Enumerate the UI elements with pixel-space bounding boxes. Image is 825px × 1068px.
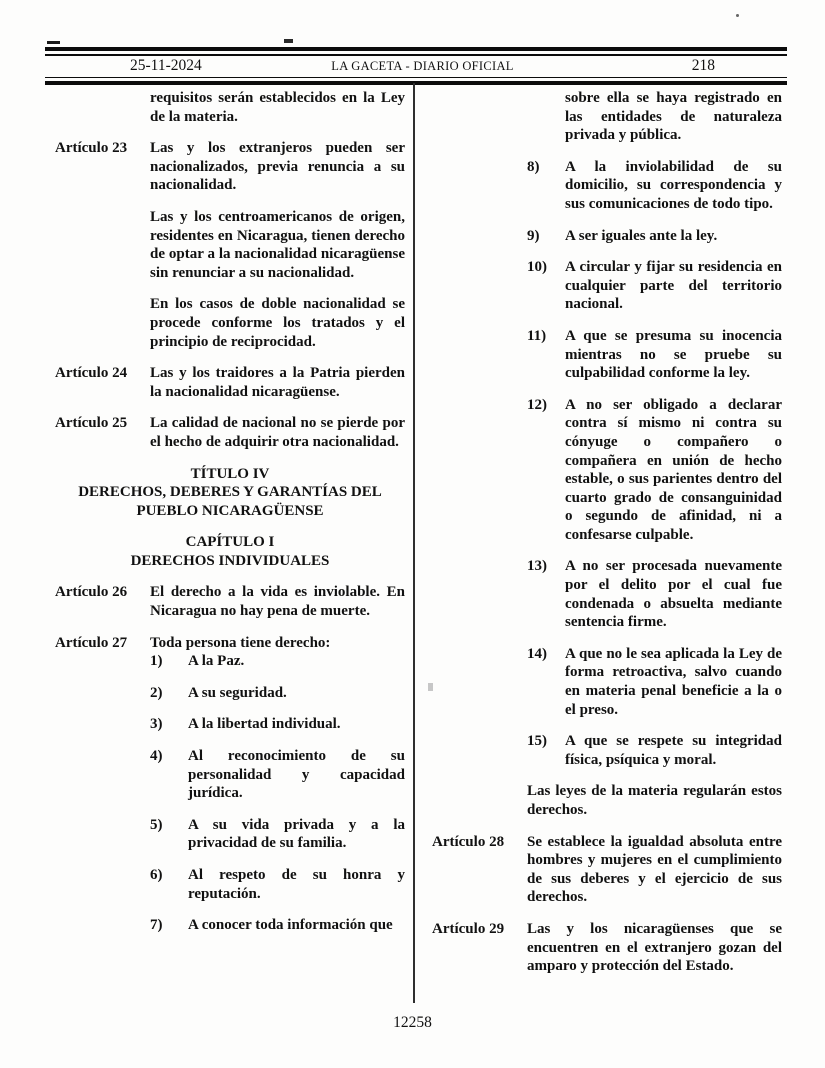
item-number: 10)	[527, 259, 547, 276]
item-text: A que no le sea aplicada la Ley de forma retroactiva, salvo cuando en materia penal beneficie a la o el preso.	[565, 645, 782, 718]
scan-speck	[736, 14, 739, 17]
numbered-item	[527, 227, 782, 246]
item-number: 12)	[527, 396, 547, 413]
item-number: 14)	[527, 645, 547, 662]
article-body	[527, 920, 782, 976]
item-number: 2)	[150, 684, 163, 701]
item-text: A su vida privada y a la privacidad de su familia.	[188, 816, 405, 852]
item-number: 15)	[527, 733, 547, 750]
page-header	[45, 47, 787, 85]
numbered-item	[150, 747, 405, 803]
item-number: 4)	[150, 748, 163, 765]
numbered-item	[150, 866, 405, 903]
article-28	[432, 833, 782, 907]
header-title: LA GACETA - DIARIO OFICIAL	[331, 58, 514, 73]
article-paragraph: Las y los extranjeros pueden ser nacionalizados, previa renuncia a su nacionalidad.	[150, 140, 405, 194]
item-text: A circular y fijar su residencia en cualquier parte del territorio nacional.	[565, 259, 782, 313]
numbered-item	[150, 816, 405, 853]
header-date: 25-11-2024	[130, 56, 202, 74]
item-text: A la libertad individual.	[188, 716, 341, 733]
numbered-item	[527, 327, 782, 383]
item-text: A su seguridad.	[188, 684, 287, 701]
item-text: A la Paz.	[188, 653, 245, 670]
column-divider	[413, 83, 415, 1003]
item-text: A la inviolabilidad de su domicilio, su correspondencia y sus comunicaciones de todo tipo.	[565, 158, 782, 212]
chapter-heading	[55, 533, 405, 570]
article-body	[150, 634, 405, 935]
item-number: 8)	[527, 158, 540, 175]
item-number: 6)	[150, 867, 163, 883]
article-body	[150, 583, 405, 620]
item-number: 5)	[150, 816, 163, 833]
item-text: Al reconocimiento de su personalidad y capacidad jurídica.	[188, 748, 405, 802]
chapter-heading-line: CAPÍTULO I	[185, 534, 275, 551]
article-body	[150, 139, 405, 351]
numbered-item	[150, 916, 405, 935]
article-25	[55, 414, 405, 451]
numbered-item	[527, 645, 782, 719]
item-number: 7)	[150, 917, 163, 934]
article-body	[527, 833, 782, 907]
article-label: Artículo 27	[55, 634, 128, 651]
left-column	[55, 89, 405, 948]
article-label: Artículo 23	[55, 140, 128, 157]
item-number: 13)	[527, 558, 547, 575]
article-paragraph: Las y los nicaragüenses que se encuentren en el extranjero gozan del amparo y protección del Estado.	[527, 920, 782, 975]
item-number: 9)	[527, 227, 540, 244]
item-text: A no ser procesada nuevamente por el delito por el cual fue condenada o absuelta mediante sentencia firme.	[565, 558, 782, 631]
right-column	[432, 89, 782, 989]
numbered-item	[527, 557, 782, 631]
article-23	[55, 139, 405, 351]
article-paragraph: La calidad de nacional no se pierde por el hecho de adquirir otra nacionalidad.	[150, 415, 405, 450]
article-intro: Toda persona tiene derecho:	[150, 634, 331, 651]
article-29	[432, 920, 782, 976]
item-number: 1)	[150, 653, 163, 670]
item-text: A no ser obligado a declarar contra sí mismo ni contra su cónyuge o compañero o compañera en unión de hecho estable, o sus parientes dentro del cuarto grado de consanguinidad o segundo de afinidad, ni a confesarse culpable.	[565, 396, 782, 543]
article-label: Artículo 28	[432, 833, 505, 850]
item-number: 11)	[527, 327, 547, 344]
article-label: Artículo 26	[55, 584, 128, 601]
article-paragraph: Se establece la igualdad absoluta entre hombres y mujeres en el cumplimiento de sus deberes y el ejercicio de sus derechos.	[527, 833, 782, 906]
item-text: Al respeto de su honra y reputación.	[188, 867, 405, 902]
header-bottom-thick-rule	[45, 81, 787, 85]
article-paragraph: Las y los centroamericanos de origen, residentes en Nicaragua, tienen derecho de optar a la nacionalidad nicaragüense sin renunciar a su nacionalidad.	[150, 208, 405, 281]
article-paragraph: Las y los traidores a la Patria pierden la nacionalidad nicaragüense.	[150, 365, 405, 400]
title-heading-line: DERECHOS, DEBERES Y GARANTÍAS DEL	[78, 484, 382, 501]
item-text: A conocer toda información que	[188, 917, 393, 934]
article-label: Artículo 25	[55, 415, 128, 432]
article-24	[55, 364, 405, 401]
item-text: A que se respete su integridad física, psíquica y moral.	[565, 733, 782, 768]
item-text: A que se presuma su inocencia mientras no se pruebe su culpabilidad conforme la ley.	[565, 327, 782, 382]
article-body	[150, 414, 405, 451]
numbered-item	[527, 396, 782, 545]
continuation-paragraph: requisitos serán establecidos en la Ley de la materia.	[150, 90, 405, 125]
numbered-item	[527, 158, 782, 214]
article-label: Artículo 29	[432, 920, 505, 937]
article-paragraph: En los casos de doble nacionalidad se procede conforme los tratados y el principio de reciprocidad.	[150, 296, 405, 350]
continuation-paragraph: sobre ella se haya registrado en las entidades de naturaleza privada y pública.	[565, 90, 782, 144]
item-text: A ser iguales ante la ley.	[565, 227, 718, 244]
footer-page-number: 12258	[393, 1014, 432, 1031]
item-number: 3)	[150, 716, 163, 733]
chapter-heading-line: DERECHOS INDIVIDUALES	[130, 552, 330, 569]
title-heading	[55, 465, 405, 521]
article-26	[55, 583, 405, 620]
scan-speck	[47, 41, 60, 44]
scan-speck	[284, 39, 293, 43]
numbered-item	[150, 715, 405, 734]
numbered-item	[150, 684, 405, 703]
closing-paragraph: Las leyes de la materia regularán estos derechos.	[527, 783, 782, 818]
numbered-item	[527, 258, 782, 314]
numbered-item	[150, 652, 405, 671]
title-heading-line: PUEBLO NICARAGÜENSE	[136, 502, 324, 519]
article-label: Artículo 24	[55, 365, 128, 382]
header-page-number: 218	[691, 56, 716, 74]
numbered-item	[527, 732, 782, 769]
article-27	[55, 634, 405, 935]
article-body	[150, 364, 405, 401]
header-row	[45, 56, 787, 77]
article-paragraph: El derecho a la vida es inviolable. En Nicaragua no hay pena de muerte.	[150, 584, 405, 620]
title-heading-line: TÍTULO IV	[190, 465, 270, 482]
